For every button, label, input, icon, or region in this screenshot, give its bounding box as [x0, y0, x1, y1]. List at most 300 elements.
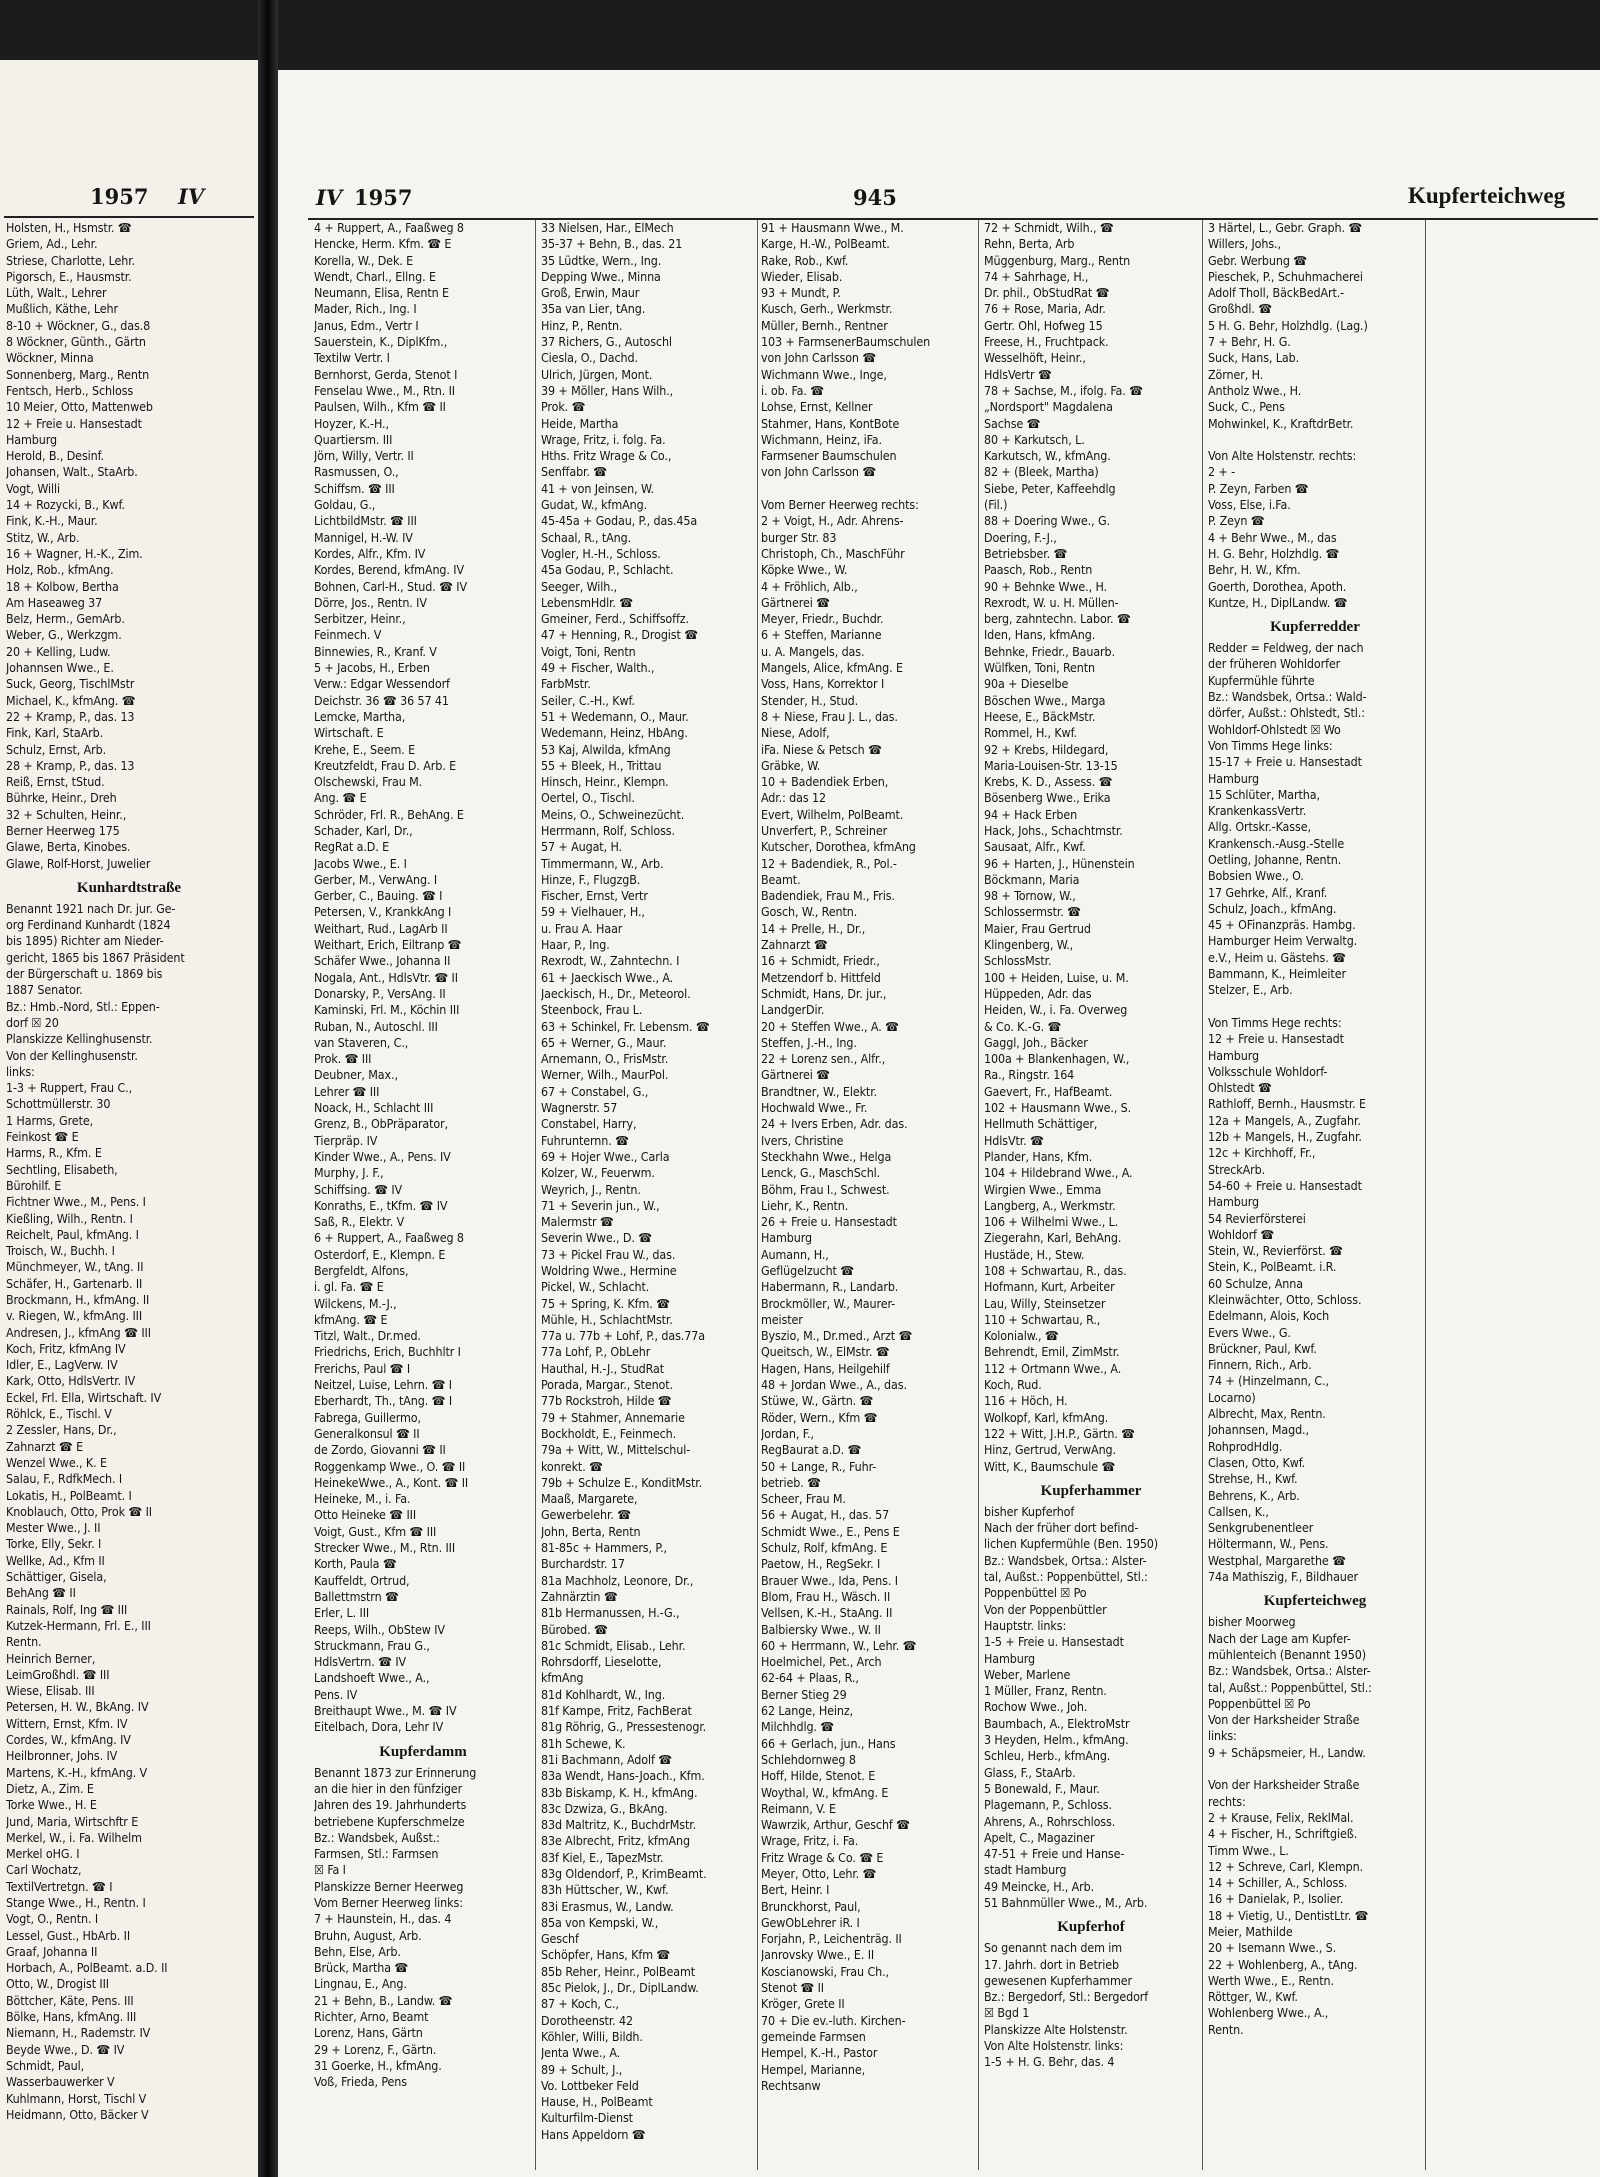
entry-line: Wesselhöft, Heinr., [984, 350, 1086, 366]
entry-line: 49 Meincke, H., Arb. [984, 1878, 1095, 1894]
entry-line: Doering, F.-J., [984, 529, 1057, 545]
entry-line: 22 + Lorenz sen., Alfr., [761, 1051, 886, 1067]
entry-line: Eberhardt, Th., tAng. ☎ I [314, 1393, 453, 1409]
entry-line: Ivers, Christine [761, 1132, 844, 1148]
entry-line: Finnern, Rich., Arb. [1208, 1357, 1312, 1373]
entry-line: Cordes, W., kfmAng. IV [6, 1732, 131, 1748]
entry-line: LichtbildMstr. ☎ III [314, 513, 417, 529]
entry-line: 63 + Schinkel, Fr. Lebensm. ☎ [541, 1018, 710, 1034]
entry-line: Goerth, Dorothea, Apoth. [1208, 578, 1347, 594]
entry-line: iFa. Niese & Petsch ☎ [761, 741, 882, 757]
entry-line: Schottmüllerstr. 30 [6, 1096, 111, 1112]
entry-line: 70 + Die ev.-luth. Kirchen- [761, 2012, 906, 2028]
entry-line: Sechtling, Elisabeth, [6, 1161, 118, 1177]
entry-line: 10 Meier, Otto, Mattenweb [6, 399, 153, 415]
entry-line: Ohlstedt ☎ [1208, 1080, 1272, 1096]
entry-line: 31 Goerke, H., kfmAng. [314, 2057, 442, 2073]
entry-line: Evert, Wilhelm, PolBeamt. [761, 806, 904, 822]
entry-line [1208, 999, 1422, 1015]
entry-line: Farmsen, Stl.: Farmsen [314, 1846, 439, 1862]
entry-line: Pens. IV [314, 1686, 358, 1702]
entry-line: Kark, Otto, HdlsVertr. IV [6, 1373, 136, 1389]
entry-line: 5 + Jacobs, H., Erben [314, 660, 430, 676]
entry-line: 1 Harms, Grete, [6, 1112, 94, 1128]
entry-line: Jörn, Willy, Vertr. II [314, 448, 414, 464]
entry-line: Landshoeft Wwe., A., [314, 1670, 430, 1686]
entry-line: Goldau, G., [314, 497, 376, 513]
entry-line: betrieb. ☎ [761, 1474, 821, 1490]
entry-line: Ruban, N., Autoschl. III [314, 1018, 438, 1034]
entry-line: Wirgien Wwe., Emma [984, 1181, 1102, 1197]
entry-line: Pigorsch, E., Hausmstr. [6, 268, 132, 284]
entry-line: Andresen, J., kfmAng ☎ III [6, 1324, 151, 1340]
entry-line: Merkel oHG. I [6, 1846, 80, 1862]
entry-line: betriebene Kupferschmelze [314, 1813, 465, 1829]
entry-line: 7 + Haunstein, H., das. 4 [314, 1911, 452, 1927]
entry-line: 81g Röhrig, G., Pressestenogr. [541, 1719, 707, 1735]
left-header-year: 1957 [90, 184, 149, 209]
entry-line: Bruhn, August, Arb. [314, 1927, 422, 1943]
entry-line: Voss, Else, i.Fa. [1208, 497, 1291, 513]
entry-line: Reiß, Ernst, tStud. [6, 774, 105, 790]
entry-line: Callsen, K., [1208, 1503, 1269, 1519]
entry-line: 81i Bachmann, Adolf ☎ [541, 1751, 673, 1767]
entry-line: Weyrich, J., Rentn. [541, 1181, 641, 1197]
entry-line: Petersen, H. W., BkAng. IV [6, 1699, 149, 1715]
entry-line: 72 + Schmidt, Wilh., ☎ [984, 220, 1114, 235]
entry-line: Stitz, W., Arb. [6, 529, 80, 545]
entry-line: Wrage, Fritz, i. Fa. [761, 1833, 859, 1849]
entry-line: Belz, Herm., GemArb. [6, 611, 125, 627]
entry-line: 75 + Spring, K. Kfm. ☎ [541, 1295, 670, 1311]
entry-line: Brückner, Paul, Kwf. [1208, 1340, 1317, 1356]
entry-line: 7 + Behr, H. G. [1208, 334, 1291, 350]
entry-line: Sachse ☎ [984, 415, 1041, 431]
entry-line: Behr, H. W., Kfm. [1208, 562, 1301, 578]
entry-line: Von der Harksheider Straße [1208, 1777, 1360, 1793]
entry-line: Betriebsber. ☎ [984, 545, 1068, 561]
left-header-month: IV [178, 184, 205, 209]
column-divider [535, 220, 536, 2170]
entry-line: Stender, H., Stud. [761, 692, 859, 708]
entry-line: Schulz, Ernst, Arb. [6, 741, 107, 757]
entry-line: Freese, H., Fruchtpack. [984, 334, 1109, 350]
entry-line: Schiffsing. ☎ IV [314, 1181, 403, 1197]
entry-line: Iden, Hans, kfmAng. [984, 627, 1096, 643]
entry-line: 28 + Kramp, P., das. 13 [6, 757, 135, 773]
entry-line: Mohwinkel, K., KraftdrBetr. [1208, 415, 1354, 431]
entry-line: Oertel, O., Tischl. [541, 790, 635, 806]
entry-line: John, Berta, Rentn [541, 1523, 641, 1539]
entry-line: 17 Gehrke, Alf., Kranf. [1208, 884, 1328, 900]
entry-line: Saß, R., Elektr. V [314, 1214, 405, 1230]
entry-line: Meins, O., Schweinezücht. [541, 806, 685, 822]
entry-line: 45a Godau, P., Schlacht. [541, 562, 674, 578]
entry-line: Schmidt, Paul, [6, 2057, 85, 2073]
entry-line: Frerichs, Paul ☎ I [314, 1360, 411, 1376]
entry-line: 32 + Schulten, Heinr., [6, 806, 127, 822]
entry-line: 81-85c + Hammers, P., [541, 1540, 667, 1556]
entry-line: 45-45a + Godau, P., das.45a [541, 513, 698, 529]
entry-line: Wichmann, Heinz, iFa. [761, 431, 882, 447]
entry-line: Jordan, F., [761, 1425, 814, 1441]
entry-line: tal, Außst.: Poppenbüttel, Stl.: [984, 1569, 1148, 1585]
entry-line: P. Zeyn ☎ [1208, 513, 1265, 529]
entry-line: Knoblauch, Otto, Prok ☎ II [6, 1503, 152, 1519]
entry-line: Schmidt Wwe., E., Pens E [761, 1523, 900, 1539]
entry-line: von John Carlsson ☎ [761, 350, 877, 366]
entry-line: Berner Stieg 29 [761, 1686, 847, 1702]
entry-line: Von der Harksheider Straße [1208, 1712, 1360, 1728]
entry-line: 122 + Witt, J.H.P., Gärtn. ☎ [984, 1425, 1135, 1441]
entry-line: von John Carlsson ☎ [761, 464, 877, 480]
entry-line: Lenck, G., MaschSchl. [761, 1165, 881, 1181]
entry-line: 21 + Behn, B., Landw. ☎ [314, 1992, 453, 2008]
entry-line: Fenselau Wwe., M., Rtn. II [314, 382, 455, 398]
entry-line: 3 Heyden, Helm., kfmAng. [984, 1732, 1129, 1748]
entry-line: 96 + Harten, J., Hünenstein [984, 855, 1135, 871]
directory-column-5 [1208, 220, 1422, 2038]
entry-line: Bammann, K., Heimleiter [1208, 966, 1346, 982]
entry-line: Geschf [541, 1931, 579, 1947]
entry-line: Müggenburg, Marg., Rentn [984, 252, 1131, 268]
entry-line: RegRat a.D. E [314, 839, 390, 855]
column-divider [1425, 220, 1426, 2170]
entry-line: Köhler, Willi, Bildh. [541, 2028, 643, 2044]
entry-line: GewObLehrer iR. I [761, 1914, 860, 1930]
entry-line: Hamburger Heim Verwaltg. [1208, 933, 1358, 949]
entry-line: Koscianowski, Frau Ch., [761, 1963, 889, 1979]
entry-line: Scheer, Frau M. [761, 1491, 846, 1507]
entry-line: 17. Jahrh. dort in Betrieb [984, 1956, 1119, 1972]
entry-line: 81c Schmidt, Elisab., Lehr. [541, 1637, 686, 1653]
entry-line: Böhm, Frau I., Schwest. [761, 1181, 890, 1197]
entry-line: Schiffsm. ☎ III [314, 480, 395, 496]
entry-line: Milchhdlg. ☎ [761, 1719, 835, 1735]
entry-line: Lokatis, H., PolBeamt. I [6, 1487, 132, 1503]
entry-line: 1-5 + H. G. Behr, das. 4 [984, 2054, 1115, 2070]
entry-line: 54-60 + Freie u. Hansestadt [1208, 1177, 1362, 1193]
entry-line: Siebe, Peter, Kaffeehdlg [984, 480, 1116, 496]
entry-line: Wöckner, Minna [6, 350, 94, 366]
entry-line: Vom Berner Heerweg links: [314, 1894, 463, 1910]
directory-column-4 [984, 220, 1198, 2071]
entry-line: Glawe, Berta, Kinobes. [6, 839, 131, 855]
entry-line: Bockholdt, E., Feinmech. [541, 1425, 677, 1441]
entry-line: mühlenteich (Benannt 1950) [1208, 1646, 1366, 1662]
entry-line: v. Riegen, W., kfmAng. III [6, 1308, 143, 1324]
entry-line: u. Frau A. Haar [541, 920, 623, 936]
entry-line: Constabel, Harry, [541, 1116, 637, 1132]
entry-line: Strehse, H., Kwf. [1208, 1471, 1298, 1487]
entry-line: Böttcher, Käte, Pens. III [6, 1992, 134, 2008]
entry-line: 51 + Wedemann, O., Maur. [541, 708, 689, 724]
entry-line: Reimann, V. E [761, 1800, 836, 1816]
entry-line: 100 + Heiden, Luise, u. M. [984, 969, 1129, 985]
entry-line: Niese, Adolf, [761, 725, 830, 741]
entry-line: Kordes, Berend, kfmAng. IV [314, 562, 464, 578]
entry-line: Böckmann, Maria [984, 871, 1080, 887]
entry-line: 69 + Hojer Wwe., Carla [541, 1148, 670, 1164]
entry-line: Gerber, C., Bauing. ☎ I [314, 888, 443, 904]
entry-line: Prok. ☎ III [314, 1051, 372, 1067]
entry-line: Mannigel, H.-W. IV [314, 529, 413, 545]
entry-line: Lehrer ☎ III [314, 1083, 380, 1099]
entry-line: Steckhahn Wwe., Helga [761, 1148, 892, 1164]
entry-line: 4 + Fischer, H., Schriftgieß. [1208, 1826, 1358, 1842]
entry-line: Von Timms Hege links: [1208, 737, 1333, 753]
entry-line: Nach der Lage am Kupfer- [1208, 1630, 1351, 1646]
entry-line: 66 + Gerlach, jun., Hans [761, 1735, 896, 1751]
entry-line: 29 + Lorenz, F., Gärtn. [314, 2041, 437, 2057]
entry-line: Stahmer, Hans, KontBote [761, 415, 900, 431]
entry-line: 81a Machholz, Leonore, Dr., [541, 1572, 694, 1588]
entry-line: Bobsien Wwe., O. [1208, 868, 1304, 884]
entry-line: Richter, Arno, Beamt [314, 2009, 429, 2025]
entry-line: HeinekeWwe., A., Kont. ☎ II [314, 1474, 469, 1490]
entry-line: Johansen, Walt., StaArb. [6, 464, 138, 480]
entry-line: Konraths, E., tKfm. ☎ IV [314, 1197, 448, 1213]
entry-line: 106 + Wilhelmi Wwe., L. [984, 1214, 1119, 1230]
entry-line: Hauptstr. links: [984, 1617, 1067, 1633]
entry-line: 77b Rockstroh, Hilde ☎ [541, 1393, 672, 1409]
entry-line: Generalkonsul ☎ II [314, 1425, 420, 1441]
entry-line: Metzendorf b. Hittfeld [761, 969, 881, 985]
entry-line: Voigt, Toni, Rentn [541, 643, 636, 659]
entry-line: Dietz, A., Zim. E [6, 1780, 94, 1796]
entry-line: Brockmann, H., kfmAng. II [6, 1292, 150, 1307]
entry-line: Wohldorf-Ohlstedt ☒ Wo [1208, 721, 1341, 737]
entry-line: Jahren des 19. Jahrhunderts [314, 1797, 467, 1813]
entry-line: Bernhorst, Gerda, Stenot I [314, 366, 458, 382]
entry-line: Mußlich, Käthe, Lehr [6, 301, 118, 317]
entry-line: Habermann, R., Landarb. [761, 1279, 899, 1295]
entry-line: 100a + Blankenhagen, W., [984, 1051, 1130, 1067]
street-heading: Kupferdamm [379, 1743, 467, 1760]
entry-line: Torke, Elly, Sekr. I [6, 1536, 102, 1552]
entry-line: Voigt, Gust., Kfm ☎ III [314, 1523, 437, 1539]
entry-line: Jaeckisch, H., Dr., Meteorol. [541, 985, 691, 1001]
entry-line: 12 + Schreve, Carl, Klempn. [1208, 1858, 1364, 1874]
entry-line: 83e Albrecht, Fritz, kfmAng [541, 1833, 690, 1849]
entry-line: Zahnärztin ☎ [541, 1588, 618, 1604]
entry-line: Hause, H., PolBeamt [541, 2094, 653, 2110]
entry-line: RohprodHdlg. [1208, 1438, 1283, 1454]
entry-line: Petersen, V., KrankkAng I [314, 904, 452, 920]
entry-line: Kaminski, Frl. M., Köchin III [314, 1002, 460, 1018]
entry-line: 59 + Vielhauer, H., [541, 904, 645, 920]
entry-line: Vom Berner Heerweg rechts: [761, 497, 919, 513]
entry-line: Christoph, Ch., MaschFühr [761, 545, 905, 561]
entry-line: Johannsen Wwe., E. [6, 660, 114, 676]
entry-line: Wohlenberg Wwe., A., [1208, 2005, 1329, 2021]
entry-line: Hans Appeldorn ☎ [541, 2126, 646, 2142]
entry-line: Hempel, K.-H., Pastor [761, 2045, 878, 2061]
entry-line: Plagemann, P., Schloss. [984, 1797, 1112, 1813]
entry-line: 5 Bonewald, F., Maur. [984, 1780, 1100, 1796]
entry-line: 54 Revierförsterei [1208, 1210, 1306, 1226]
entry-line: Witt, K., Baumschule ☎ [984, 1458, 1116, 1474]
entry-line: i. ob. Fa. ☎ [761, 382, 825, 398]
entry-line: Schäfer, H., Gartenarb. II [6, 1275, 143, 1291]
right-header-month: IV [316, 185, 343, 210]
entry-line: Bohnen, Carl-H., Stud. ☎ IV [314, 578, 468, 594]
directory-column-3 [761, 220, 974, 2094]
entry-line: Adolf Tholl, BäckBedArt.- [1208, 285, 1345, 301]
entry-line: 94 + Hack Erben [984, 806, 1078, 822]
entry-line: Badendiek, Frau M., Fris. [761, 888, 895, 904]
entry-line: Deubner, Max., [314, 1067, 398, 1083]
entry-line: 12c + Kirchhoff, Fr., [1208, 1145, 1316, 1161]
entry-line: Niemann, H., Rademstr. IV [6, 2025, 151, 2041]
entry-line: 76 + Rose, Maria, Adr. [984, 301, 1106, 317]
entry-line: Jacobs Wwe., E. I [314, 855, 407, 871]
entry-line: e.V., Heim u. Gästehs. ☎ [1208, 949, 1346, 965]
entry-line: Behrendt, Emil, ZimMstr. [984, 1344, 1120, 1360]
entry-line: Quartiersm. III [314, 431, 393, 447]
entry-line: Idler, E., LagVerw. IV [6, 1357, 118, 1373]
entry-line: 12 + Freie u. Hansestadt [6, 415, 142, 431]
entry-line: Holsten, H., Hsmstr. ☎ [6, 220, 132, 235]
entry-line: 81f Kampe, Fritz, FachBerat [541, 1703, 692, 1719]
entry-line: Brandtner, W., Elektr. [761, 1083, 877, 1099]
entry-line: 20 + Kelling, Ludw. [6, 643, 111, 659]
entry-line: Farmsener Baumschulen [761, 448, 897, 464]
entry-line: Heide, Martha [541, 415, 619, 431]
entry-line: bisher Moorweg [1208, 1614, 1296, 1630]
entry-line: Rexrodt, W., Zahntechn. I [541, 953, 680, 969]
entry-line: Meyer, Otto, Lehr. ☎ [761, 1865, 877, 1881]
entry-line: Wilckens, M.-J., [314, 1295, 397, 1311]
entry-line: Clasen, Otto, Kwf. [1208, 1454, 1306, 1470]
entry-line: Stein, K., PolBeamt. i.R. [1208, 1259, 1337, 1275]
entry-line: Porada, Margar., Stenot. [541, 1377, 673, 1393]
entry-line: 102 + Hausmann Wwe., S. [984, 1100, 1132, 1116]
entry-line: Kolzer, W., Feuerwm. [541, 1165, 655, 1181]
entry-line: Meier, Mathilde [1208, 1923, 1293, 1939]
entry-line: 16 + Danielak, P., Isolier. [1208, 1891, 1344, 1907]
entry-line: Schäfer Wwe., Johanna II [314, 953, 451, 969]
entry-line [1208, 432, 1422, 448]
entry-line: Bürohilf. E [6, 1177, 62, 1193]
entry-line: Forjahn, P., Leichenträg. II [761, 1931, 902, 1947]
entry-line: Ra., Ringstr. 164 [984, 1067, 1075, 1083]
entry-line: ☒ Fa I [314, 1862, 346, 1878]
entry-line: kfmAng. ☎ E [314, 1311, 388, 1327]
entry-line: Groß, Erwin, Maur [541, 285, 640, 301]
entry-line: H. G. Behr, Holzhdlg. ☎ [1208, 545, 1340, 561]
entry-line: u. A. Mangels, das. [761, 643, 865, 659]
entry-line: Hoyzer, K.-H., [314, 415, 389, 431]
entry-line: 73 + Pickel Frau W., das. [541, 1246, 676, 1262]
entry-line: Seiler, C.-H., Kwf. [541, 692, 635, 708]
entry-line: Großhdl. ☎ [1208, 301, 1272, 317]
entry-line: Rexrodt, W. u. H. Müllen- [984, 594, 1119, 610]
entry-line: 77a Lohf, P., ObLehr [541, 1344, 651, 1360]
entry-line: „Nordsport" Magdalena [984, 399, 1113, 415]
entry-line: Rehn, Berta, Arb [984, 236, 1075, 252]
entry-line: Lüth, Walt., Lehrer [6, 285, 107, 301]
entry-line: Heese, E., BäckMstr. [984, 708, 1096, 724]
entry-line: Vogt, O., Rentn. I [6, 1911, 99, 1927]
entry-line: 47-51 + Freie und Hanse- [984, 1846, 1125, 1862]
entry-line: Wieder, Elisab. [761, 268, 843, 284]
entry-line: Dörre, Jos., Rentn. IV [314, 594, 427, 610]
entry-line: HdlsVtr. ☎ [984, 1132, 1044, 1148]
entry-line: 79b + Schulze E., KonditMstr. [541, 1474, 703, 1490]
running-head-street: Kupferteichweg [1408, 183, 1566, 208]
entry-line: Unverfert, P., Schreiner [761, 822, 888, 838]
entry-line: Fabrega, Guillermo, [314, 1409, 421, 1425]
street-heading: Kupferhof [1057, 1919, 1125, 1936]
entry-line: 20 + Isemann Wwe., S. [1208, 1940, 1337, 1956]
entry-line: 18 + Kolbow, Bertha [6, 578, 119, 594]
entry-line: Poppenbüttel ☒ Po [1208, 1695, 1311, 1711]
entry-line: Kauffeldt, Ortrud, [314, 1572, 410, 1588]
right-page [278, 70, 1600, 2177]
entry-line: Gertr. Ohl, Hofweg 15 [984, 317, 1103, 333]
entry-line: Beyde Wwe., D. ☎ IV [6, 2041, 125, 2057]
entry-line: Rechtsanw [761, 2077, 821, 2093]
entry-line: Krebs, K. D., Assess. ☎ [984, 774, 1113, 790]
entry-line: 6 + Ruppert, A., Faaßweg 8 [314, 1230, 464, 1246]
entry-line: Kreutzfeldt, Frau D. Arb. E [314, 757, 457, 773]
entry-line: 15-17 + Freie u. Hansestadt [1208, 754, 1362, 770]
left-page-text [6, 220, 252, 2123]
entry-line: Wolkopf, Karl, kfmAng. [984, 1409, 1109, 1425]
entry-line: van Staveren, C., [314, 1034, 409, 1050]
entry-line: BehAng ☎ II [6, 1585, 76, 1601]
entry-line: 24 + Ivers Erben, Adr. das. [761, 1116, 908, 1132]
entry-line: Rentn. [6, 1634, 42, 1650]
entry-line: 60 Schulze, Anna [1208, 1275, 1303, 1291]
entry-line: Bürobed. ☎ [541, 1621, 608, 1637]
entry-line: 2 + Voigt, H., Adr. Ahrens- [761, 513, 904, 529]
entry-line: Apelt, C., Magaziner [984, 1829, 1095, 1845]
entry-line: 60 + Herrmann, W., Lehr. ☎ [761, 1637, 917, 1653]
entry-line: Nogala, Ant., HdlsVtr. ☎ II [314, 969, 458, 985]
entry-line: 8 + Niese, Frau J. L., das. [761, 708, 898, 724]
entry-line: Paasch, Rob., Rentn [984, 562, 1093, 578]
entry-line: 81d Kohlhardt, W., Ing. [541, 1686, 666, 1702]
entry-line: Sonnenberg, Marg., Rentn [6, 366, 150, 382]
entry-line: 83d Maltritz, K., BuchdrMstr. [541, 1817, 697, 1833]
entry-line: Heineke, M., i. Fa. [314, 1491, 411, 1507]
column-divider [978, 220, 979, 2170]
entry-line: an die hier in den fünfziger [314, 1780, 463, 1796]
entry-line: Behrens, K., Arb. [1208, 1487, 1300, 1503]
entry-line: 112 + Ortmann Wwe., A. [984, 1360, 1122, 1376]
entry-line: LebensmHdlr. ☎ [541, 594, 634, 610]
entry-line: Gosch, W., Rentn. [761, 904, 858, 920]
entry-line: 71 + Severin jun., W., [541, 1197, 660, 1213]
entry-line: 56 + Augat, H., das. 57 [761, 1507, 890, 1523]
entry-line: Poppenbüttel ☒ Po [984, 1585, 1087, 1601]
entry-line: Severin Wwe., D. ☎ [541, 1230, 653, 1246]
entry-line: 104 + Hildebrand Wwe., A. [984, 1165, 1133, 1181]
entry-line: Prok. ☎ [541, 399, 586, 415]
entry-line: StreckArb. [1208, 1161, 1266, 1177]
entry-line: Gmeiner, Ferd., Schiffsoffz. [541, 611, 689, 627]
entry-line: Eckel, Frl. Ella, Wirtschaft. IV [6, 1389, 162, 1405]
entry-line: 67 + Constabel, G., [541, 1083, 649, 1099]
entry-line: 12a + Mangels, A., Zugfahr. [1208, 1112, 1361, 1128]
entry-line: Hüppeden, Adr. das [984, 985, 1092, 1001]
entry-line: bis 1895) Richter am Nieder- [6, 933, 164, 949]
entry-line: RegBaurat a.D. ☎ [761, 1442, 862, 1458]
entry-line: Rochow Wwe., Joh. [984, 1699, 1088, 1715]
entry-line: 12 + Badendiek, R., Pol.- [761, 855, 897, 871]
